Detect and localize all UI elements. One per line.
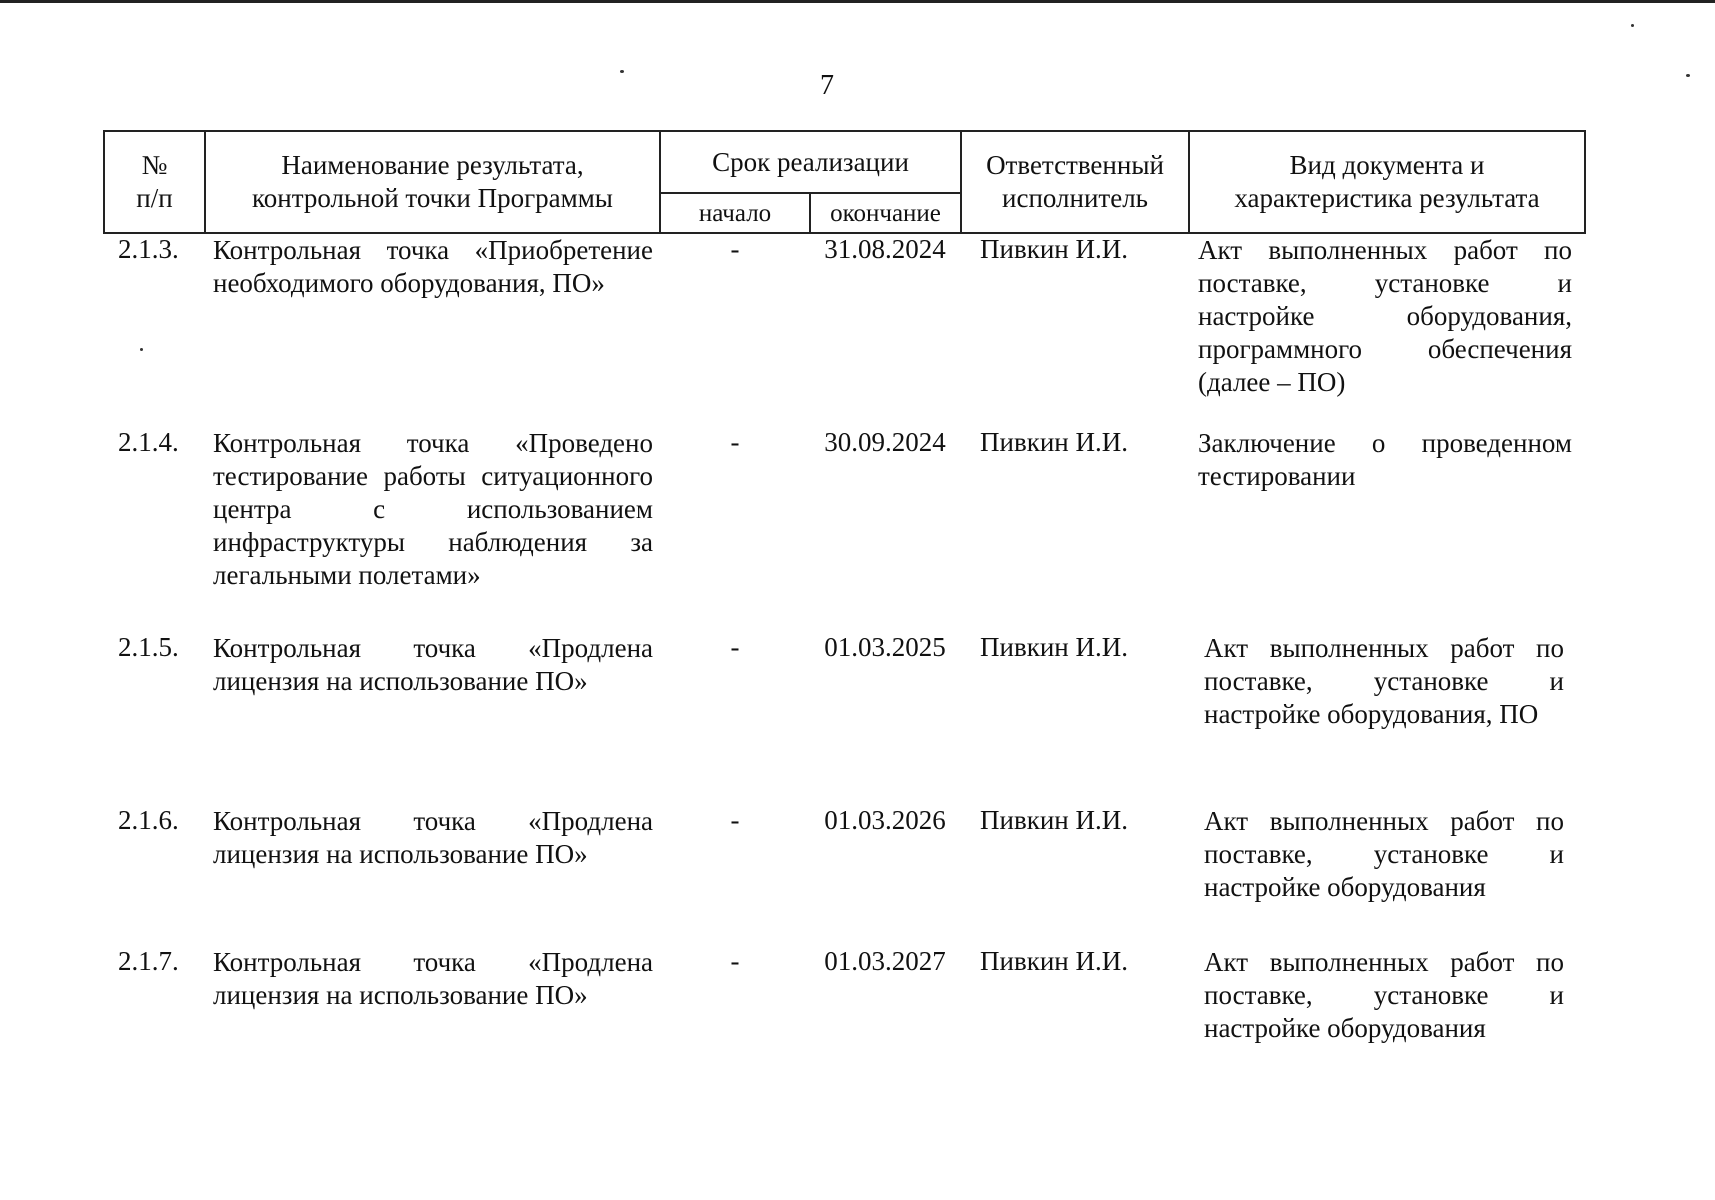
row-name: Контрольная точка «Продлена лицензия на использование ПО» (213, 633, 653, 696)
row-number: 2.1.5. (118, 632, 179, 662)
row-responsible: Пивкин И.И. (980, 632, 1128, 662)
row-number: 2.1.4. (118, 427, 179, 457)
row-start: - (730, 946, 740, 976)
header-term-label: Срок реализации (712, 146, 909, 177)
row-end: 01.03.2025 (824, 632, 946, 662)
header-start: начало (660, 193, 810, 233)
row-responsible: Пивкин И.И. (980, 946, 1128, 976)
row-name: Контрольная точка «Приобретение необходимого оборудования, ПО» (213, 235, 653, 298)
row-document: Заключение о проведенном тестировании (1198, 428, 1572, 491)
row-start: - (730, 632, 740, 662)
row-name: Контрольная точка «Проведено тестирование работы ситуационного центра с использованием инфраструктуры наблюдения за легальными полетами» (213, 428, 653, 590)
row-document: Акт выполненных работ по поставке, установке и настройке оборудования (1204, 947, 1564, 1043)
row-number: 2.1.7. (118, 946, 179, 976)
row-name: Контрольная точка «Продлена лицензия на использование ПО» (213, 947, 653, 1010)
row-responsible: Пивкин И.И. (980, 234, 1128, 264)
row-number: 2.1.6. (118, 805, 179, 835)
header-name-label: Наименование результата, контрольной точки Программы (252, 150, 613, 213)
header-responsible-label: Ответственный исполнитель (986, 150, 1164, 213)
row-end: 01.03.2026 (824, 805, 946, 835)
row-number: 2.1.3. (118, 234, 179, 264)
row-document: Акт выполненных работ по поставке, установке и настройке оборудования, ПО (1204, 633, 1564, 729)
page-number: 7 (820, 70, 834, 101)
row-responsible: Пивкин И.И. (980, 427, 1128, 457)
row-document: Акт выполненных работ по поставке, установке и настройке оборудования, программного обеспечения (далее – ПО) (1198, 235, 1572, 397)
row-end: 31.08.2024 (824, 234, 946, 264)
row-end: 30.09.2024 (824, 427, 946, 457)
row-end: 01.03.2027 (824, 946, 946, 976)
header-end: окончание (810, 193, 961, 233)
row-document: Акт выполненных работ по поставке, установке и настройке оборудования (1204, 806, 1564, 902)
header-document-label: Вид документа и характеристика результата (1234, 150, 1540, 213)
row-start: - (730, 234, 740, 264)
row-start: - (730, 427, 740, 457)
header-num-label: № п/п (136, 150, 173, 213)
row-name: Контрольная точка «Продлена лицензия на использование ПО» (213, 806, 653, 869)
row-start: - (730, 805, 740, 835)
row-responsible: Пивкин И.И. (980, 805, 1128, 835)
